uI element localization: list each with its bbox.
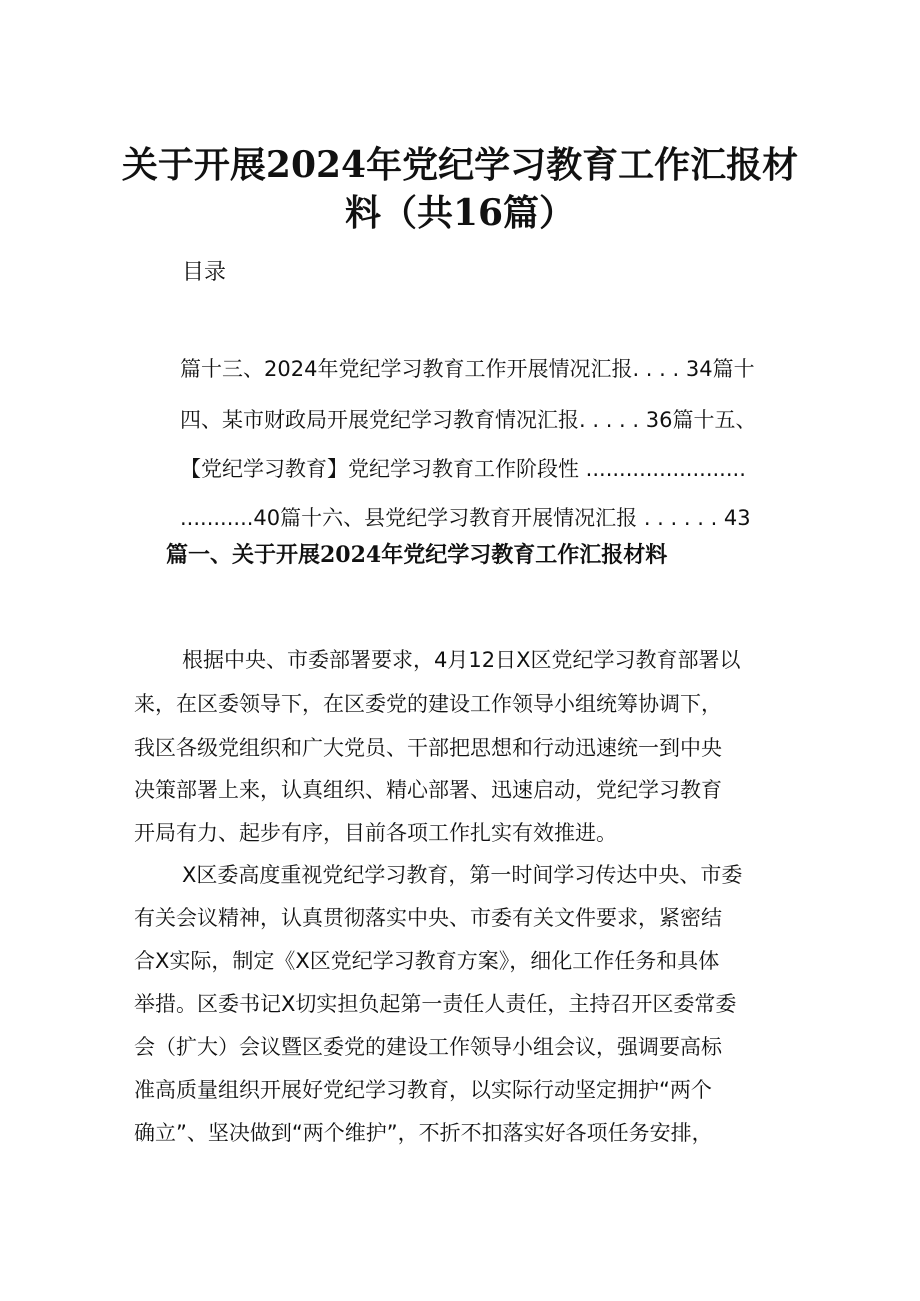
paragraph-line: 确立”、坚决做到“两个维护”，不折不扣落实好各项任务安排，	[134, 1121, 713, 1145]
paragraph-line: 开局有力、起步有序，目前各项工作扎实有效推进。	[134, 821, 617, 845]
section-heading: 篇一、关于开展2024年党纪学习教育工作汇报材料	[166, 542, 668, 568]
toc-line: 四、某市财政局开展党纪学习教育情况汇报. . . . . 36篇十五、	[180, 408, 757, 432]
toc-line: ...........40篇十六、县党纪学习教育开展情况汇报 . . . . . . 43	[180, 506, 751, 530]
paragraph-line: 有关会议精神，认真贯彻落实中央、市委有关文件要求，紧密结	[134, 906, 722, 930]
paragraph-line: 准高质量组织开展好党纪学习教育，以实际行动坚定拥护“两个	[134, 1078, 712, 1102]
toc-heading: 目录	[182, 260, 227, 285]
paragraph-line: 举措。区委书记X切实担负起第一责任人责任，主持召开区委常委	[134, 992, 737, 1016]
paragraph-line: 决策部署上来，认真组织、精心部署、迅速启动，党纪学习教育	[134, 778, 722, 802]
paragraph-line: 根据中央、市委部署要求，4月12日X区党纪学习教育部署以	[182, 648, 741, 672]
toc-line: 篇十三、2024年党纪学习教育工作开展情况汇报. . . . 34篇十	[180, 357, 755, 381]
document-title-line-1: 关于开展2024年党纪学习教育工作汇报材	[121, 144, 799, 186]
paragraph-line: 我区各级党组织和广大党员、干部把思想和行动迅速统一到中央	[134, 736, 722, 760]
paragraph-line: 来，在区委领导下，在区委党的建设工作领导小组统筹协调下，	[134, 692, 722, 716]
paragraph-line: X区委高度重视党纪学习教育，第一时间学习传达中央、市委	[182, 863, 743, 887]
paragraph-line: 合X实际，制定《X区党纪学习教育方案》，细化工作任务和具体	[134, 949, 720, 973]
toc-line: 【党纪学习教育】党纪学习教育工作阶段性 ........................	[180, 457, 746, 481]
paragraph-line: 会（扩大）会议暨区委党的建设工作领导小组会议，强调要高标	[134, 1035, 722, 1059]
document-title-line-2: 料（共16篇）	[344, 192, 576, 234]
